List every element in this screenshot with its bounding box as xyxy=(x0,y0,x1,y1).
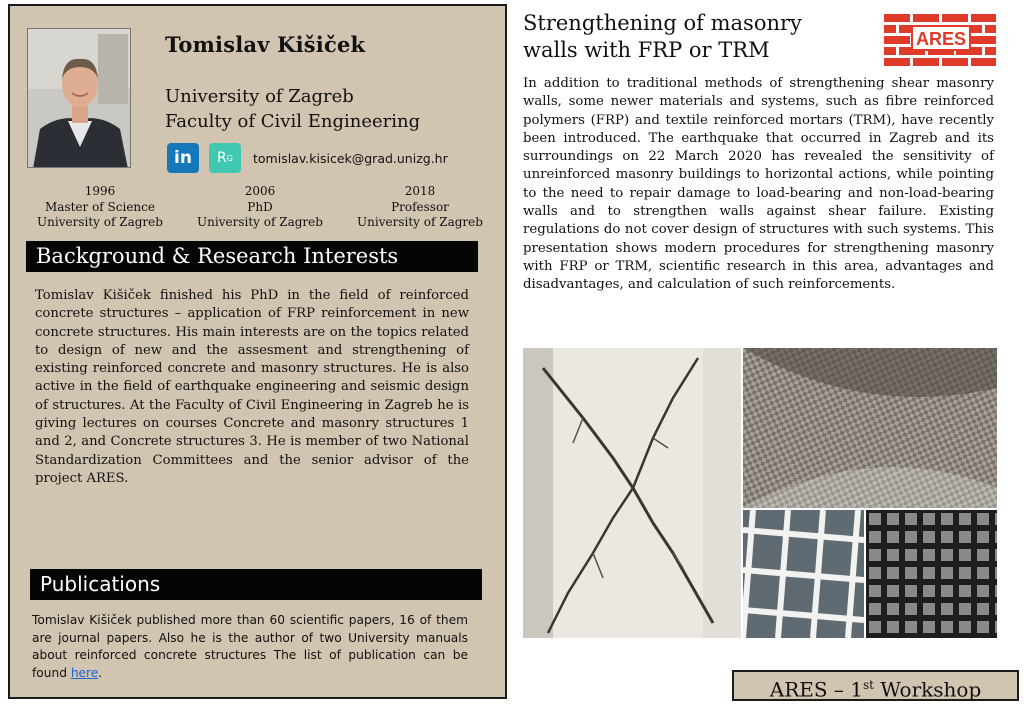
linkedin-icon[interactable]: in xyxy=(167,143,199,173)
degree-item xyxy=(340,184,500,231)
degree-institution: University of Zagreb xyxy=(197,215,323,229)
background-heading: Background & Research Interests xyxy=(26,241,478,272)
speaker-photo xyxy=(27,28,131,168)
degree-year: 1996 xyxy=(84,184,116,198)
publications-link[interactable]: here xyxy=(70,665,99,680)
degree-year: 2018 xyxy=(404,184,436,198)
talk-abstract: In addition to traditional methods of strengthening shear masonry walls, some newer materials and systems, such as fibre reinforced polymers (FRP) and textile reinforced mortars (TRM), have recently been introduced. The earthquake that occurred in Zagreb and its surroundings on 22 March 2020 has revealed the sensitivity of unreinforced masonry buildings to horizontal actions, while pointing to the need to repair damage to load-bearing and non-load-bearing walls and to strengthen walls against shear failure. Existing regulations do not cover design of structures with such systems. This presentation shows modern procedures for strengthening masonry with FRP or TRM, scientific research in this area, advantages and disadvantages, and calculation of such reinforcements. xyxy=(523,76,994,293)
speaker-name: Tomislav Kišiček xyxy=(165,32,366,57)
svg-text:ARES: ARES xyxy=(915,29,967,49)
degree-title: PhD xyxy=(247,199,273,214)
publications-heading: Publications xyxy=(30,569,482,600)
talk-title: Strengthening of masonry walls with FRP or TRM xyxy=(523,11,802,62)
degree-item xyxy=(20,184,180,231)
carbon-grid-photo xyxy=(866,510,997,638)
faculty-name: Faculty of Civil Engineering xyxy=(165,111,421,132)
university-name: University of Zagreb xyxy=(165,86,354,107)
affiliation xyxy=(165,84,420,134)
photo-collage xyxy=(523,348,997,638)
background-text: Tomislav Kišiček finished his PhD in the field of reinforced concrete structures – application of FRP reinforcement in new concrete structures. His main interests are on the topics related to design of new and the assesment and strengthening of existing reinforced concrete and masonry structures. He is also active in the field of earthquake engineering and seismic design of structures. At the Faculty of Civil Engineering in Zagreb he is giving lectures on courses Concrete and masonry structures 1 and 2, and Concrete structures 3. He is member of two National Standardization Committees and the senior advisor of the project ARES. xyxy=(35,288,469,486)
publications-text: Tomislav Kišiček published more than 60 scientific papers, 16 of them are journal papers. Also he is the author of two University manuals about reinforced concrete structures The list of publication can be found here. xyxy=(32,613,468,680)
degree-title: Master of Science xyxy=(45,199,155,214)
textile-mesh-photo xyxy=(743,510,864,638)
researchgate-icon[interactable]: R G xyxy=(209,143,241,173)
degree-institution: University of Zagreb xyxy=(357,215,483,229)
degree-title: Professor xyxy=(391,199,449,214)
degree-institution: University of Zagreb xyxy=(37,215,163,229)
cracked-wall-photo xyxy=(523,348,741,638)
degree-timeline xyxy=(20,184,500,231)
ares-logo xyxy=(884,14,996,70)
degree-year: 2006 xyxy=(244,184,276,198)
contact-row xyxy=(167,143,448,173)
email-address[interactable]: tomislav.kisicek@grad.unizg.hr xyxy=(253,150,448,166)
speaker-panel xyxy=(8,4,507,699)
degree-item xyxy=(180,184,340,231)
workshop-label: ARES – 1st Workshop xyxy=(732,670,1019,701)
frp-fabric-photo xyxy=(743,348,997,508)
